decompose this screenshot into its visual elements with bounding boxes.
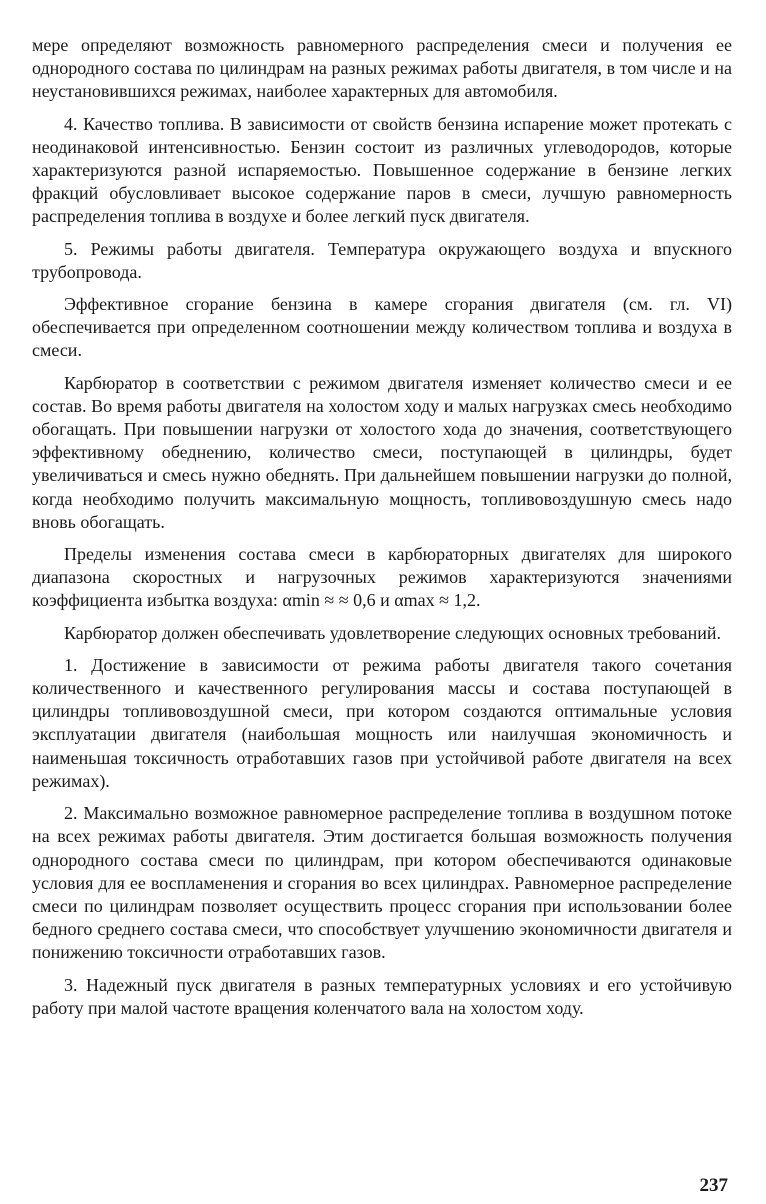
paragraph-requirement-2: 2. Максимально возможное равномерное распределение топлива в воздушном потоке на всех режимах работы двигателя. Этим достигается большая возможность получения однородного состава смеси по цилиндрам, при котором обеспечиваются одинаковые условия для ее воспламенения и сгорания во всех цилиндрах. Равномерное распределение смеси по цилиндрам позволяет осуществить процесс сгорания при использовании более бедного среднего состава смеси, что способствует улучшению экономичности двигателя и понижению токсичности отработавших газов. [32, 803, 732, 963]
paragraph-carburetor-mixture: Карбюратор в соответствии с режимом двигателя изменяет количество смеси и ее состав. Во время работы двигателя на холостом ходу и малых нагрузках смесь необходимо обогащать. При повышении нагрузки от холостого хода до значения, соответствующего эффективному обеднению, количество смеси, поступающей в цилиндры, будет увеличиваться и смесь нужно обеднять. При дальнейшем повышении нагрузки до полной, когда необходимо получить максимальную мощность, топливовоздушную смесь надо вновь обогащать. [32, 372, 732, 532]
paragraph-fuel-quality: 4. Качество топлива. В зависимости от свойств бензина испарение может протекать с неодинаковой интенсивностью. Бензин состоит из различных углеводородов, которые характеризуются разной испаряемостью. Повышенное содержание в бензине легких фракций обусловливает высокое содержание паров в смеси, лучшую равномерность распределения топлива в воздухе и более легкий пуск двигателя. [32, 113, 732, 227]
paragraph-engine-modes: 5. Режимы работы двигателя. Температура окружающего воздуха и впускного трубопровода. [32, 238, 732, 282]
paragraph-effective-combustion: Эффективное сгорание бензина в камере сгорания двигателя (см. гл. VI) обеспечивается при определенном соотношении между количеством топлива и воздуха в смеси. [32, 294, 732, 361]
page-number: 237 [699, 1175, 728, 1196]
paragraph-requirements-intro: Карбюратор должен обеспечивать удовлетворение следующих основных требований. [64, 622, 722, 643]
book-page [32, 34, 732, 1196]
paragraph-requirement-3: 3. Надежный пуск двигателя в разных температурных условиях и его устойчивую работу при малой частоте вращения коленчатого вала на холостом ходу. [32, 974, 732, 1018]
paragraph-continuation: мере определяют возможность равномерного распределения смеси и получения ее однородного состава по цилиндрам на разных режимах работы двигателя, в том числе и на неустановившихся режимах, наиболее характерных для автомобиля. [32, 35, 732, 102]
paragraph-mixture-limits: Пределы изменения состава смеси в карбюраторных двигателях для широкого диапазона скоростных и нагрузочных режимов характеризуются значениями коэффициента избытка воздуха: αmin ≈ ≈ 0,6 и αmax ≈ 1,2. [32, 544, 732, 611]
paragraph-requirement-1: 1. Достижение в зависимости от режима работы двигателя такого сочетания количественного и качественного регулирования массы и состава поступающей в цилиндры топливовоздушной смеси, при котором создаются оптимальные условия эксплуатации двигателя (наибольшая мощность или наилучшая экономичность и наименьшая токсичность отработавших газов при устойчивой работе двигателя на всех режимах). [32, 654, 732, 791]
